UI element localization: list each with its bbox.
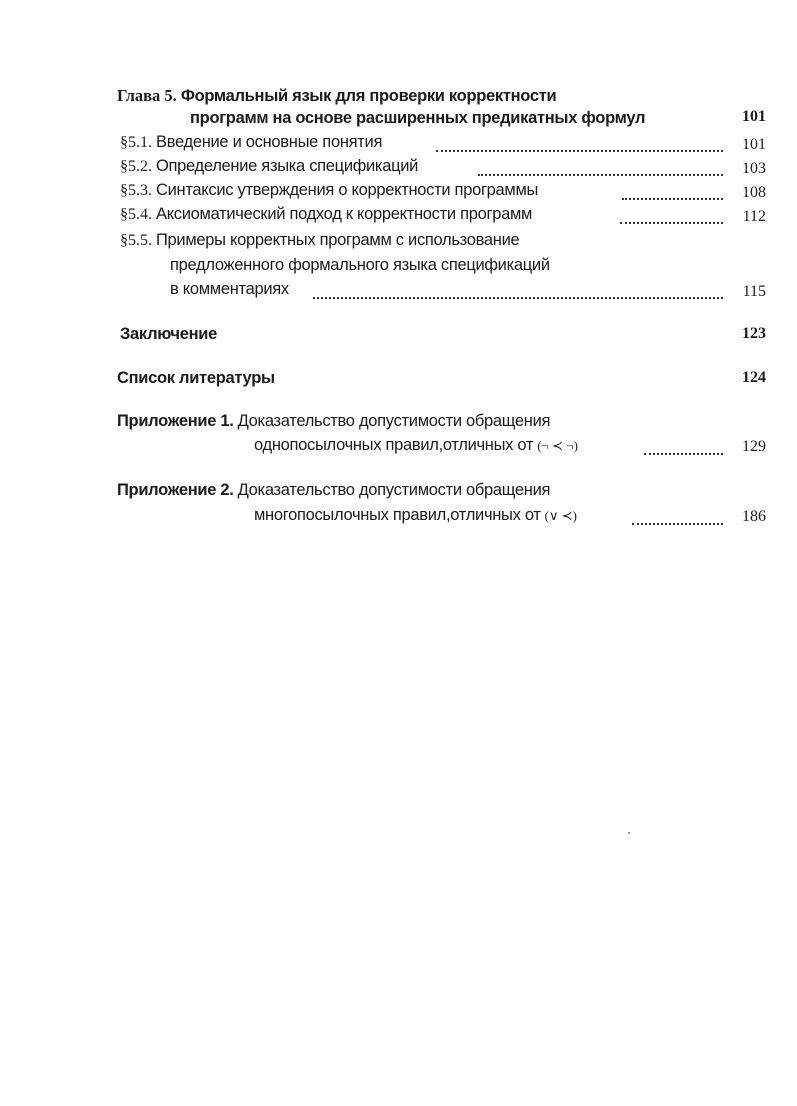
leader-dots (632, 523, 723, 525)
leader-dots (620, 222, 723, 224)
section-title: Аксиоматический подход к корректности программ (156, 205, 533, 223)
toc-entry-5-2[interactable] (120, 157, 418, 176)
appendix-title-line1: Доказательство допустимости обращения (237, 412, 551, 430)
section-page: 115 (742, 283, 766, 300)
section-number: §5.5. (120, 232, 152, 249)
leader-dots (644, 453, 723, 455)
appendix-label: Приложение 1. (117, 412, 234, 430)
appendix-1-page: 129 (742, 438, 766, 455)
scan-speck (628, 832, 630, 834)
conclusion-page: 123 (742, 325, 766, 342)
toc-entry-appendix-2[interactable] (117, 481, 550, 500)
section-page: 112 (742, 208, 766, 225)
chapter-title-line1: Формальный язык для проверки корректности (180, 87, 557, 105)
chapter-label: Глава 5. (117, 86, 177, 105)
appendix-title-line2: однопосылочных правил,отличных от (254, 436, 534, 454)
appendix-title-line1: Доказательство допустимости обращения (237, 481, 551, 499)
section-title-line3: в комментариях (170, 280, 289, 298)
appendix-1-line2 (254, 436, 578, 455)
section-number: §5.1. (120, 134, 152, 151)
section-page: 108 (742, 184, 766, 201)
toc-entry-appendix-1[interactable] (117, 412, 550, 431)
leader-dots (436, 150, 723, 152)
chapter-page: 101 (742, 108, 766, 125)
appendix-2-page: 186 (742, 508, 766, 525)
section-number: §5.4. (120, 206, 152, 223)
leader-dots (478, 174, 723, 176)
negation-precedence-symbol: (¬ ≺ ¬) (537, 438, 578, 453)
section-page: 103 (742, 160, 766, 177)
appendix-title-line2: многопосылочных правил,отличных от (254, 506, 541, 524)
toc-entry-5-5[interactable] (120, 231, 519, 250)
leader-dots (313, 297, 723, 299)
section-number: §5.3. (120, 182, 152, 199)
section-title: Определение языка спецификаций (156, 157, 419, 175)
section-title: Синтаксис утверждения о корректности программы (156, 181, 539, 199)
toc-entry-5-1[interactable] (120, 133, 382, 152)
chapter-heading[interactable] (117, 86, 556, 106)
references-page: 124 (742, 369, 766, 386)
appendix-2-line2 (254, 506, 577, 525)
leader-dots (622, 198, 723, 200)
disjunction-precedence-symbol: (∨ ≺) (544, 508, 577, 523)
section-page: 101 (742, 136, 766, 153)
chapter-title-line2: программ на основе расширенных предикатных формул (190, 109, 646, 127)
toc-entry-5-4[interactable] (120, 205, 532, 224)
section-number: §5.2. (120, 158, 152, 175)
toc-entry-references[interactable]: Список литературы (117, 369, 275, 387)
toc-entry-conclusion[interactable]: Заключение (120, 325, 217, 343)
section-title-line2: предложенного формального языка спецификаций (170, 256, 550, 274)
section-title-line1: Примеры корректных программ с использование (156, 231, 520, 249)
toc-entry-5-3[interactable] (120, 181, 538, 200)
appendix-label: Приложение 2. (117, 481, 234, 499)
section-title: Введение и основные понятия (156, 133, 383, 151)
